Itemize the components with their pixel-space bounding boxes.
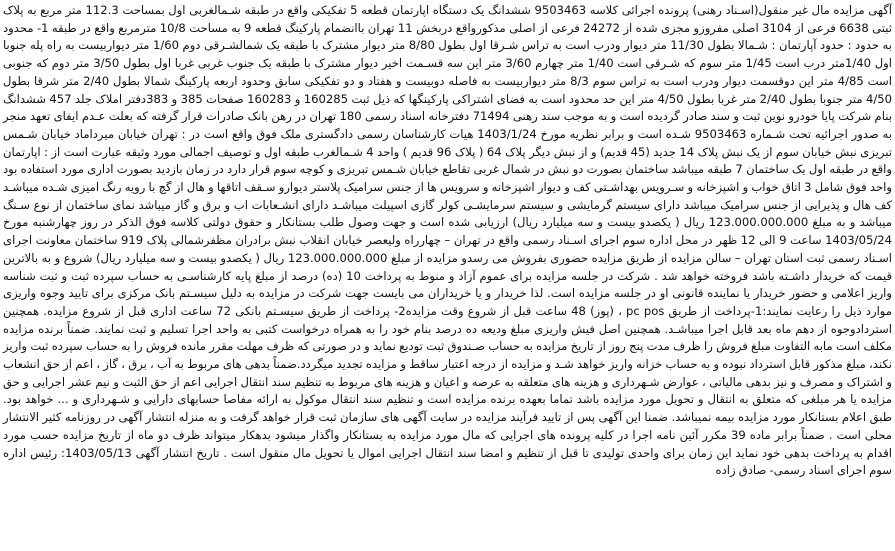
auction-notice-text: آگهی مزایده مال غیر منقول(اسـناد رهنی) پرونده اجرائی کلاسه 9503463 ششدانگ یک دستگاه اپارتمان قطعه 5 تفکیکی واقع در طبقه شـمالغربی اول بمساحت 112.3 متر مربع به پلاک ثبتی 6638 فرعی از 3104 اصلی مفروزو مجزی شده از 24272 فرعی از اصلی مذکورواقع دربخش 11 تهران باانضمام پارکینگ قطعه 9 به مساحت 10/8 مترمربع واقع در طبقه 1- محدود به حدود : حدود آپارتمان : شـمالا بطول 11/30 متر دیوار ودرب است به تراس شـرقا اول بطول 8/80 متر دیوار مشترک با طبقه یک شمالشـرقی دوم 1/60 متر دیواربیست به راه پله جنوبا اول 1/40متر درب است 1/45 متر سوم که شـرقی است 1/40 متر چهارم 3/60 متر این سه قسـمت اخیر دیوار مشترک با طبقه یک جنوب غربی غربا اول بطول 3/50 متر دوم که جنوبی است 4/85 متر این دوقسمت دیوار ودرب است به تراس سوم 8/3 متر دیواربیست به فاصله دوبیست و هفتاد و دو تفکیکی سابق وحدود اربعه پارکینگ شمالا بطول 2/40 متر شرقا بطول 4/50 متر جنوبا بطول 2/40 متر غربا بطول 4/50 متر این حد محدود است به فضای اشتراکی پارکینگها که ذیل ثبت 160285 و 160283 صفحات 385 و 383دفتر املاک جلد 457 ششدانگ بنام شرکت پایا خودرو نوین ثبت و سند صادر گردیده است و به موجب سند رهنی 71494 دفترخانه اسناد رسمی 180 تهران در رهن بانک صادرات قرار گرفته که بعلت عـدم ایفای تعهد منجر به صدور اجرائیه تحت شـماره 9503463 شـده است و برابر نظریه مورخ 1403/1/24 هیات کارشناسان رسمی دادگستری ملک فوق واقع است در : تهران خیابان میرداماد خیابان شـمس تبریزی نبش خیابان سوم از یک نبش پلاک 14 جدید (45 قدیم) و از نبش دیگر پلاک 64 ( پلاک 96 قدیم ) واحد 4 شـمالغرب طبقه اول و توصیف اجمالی مورد وثیقه عبارت است از : اپارتمان واقع در طبقه اول یک ساختمان 7 طبقه میباشد ساختمان بصورت دو نبش در شمال غربی تقاطع خیابان شـمس تبریزی و کوچه سوم قرار دارد در زمان بازدید بصورت اداری مورد استفاده بود واحد فوق شامل 3 اتاق خواب و اشپزخانه و سـرویس بهداشـتی کف و دیوار اشپزخانه و سرویس ها از جنس سرامیک پلاستر دیوارو سـقف اتاقها و هال از گچ با رویه رنگ امیزی شـده میباشـد کف هال و پذیرایی از جنس سرامیک میباشد دارای سیستم گرمایشی و سیستم سرمایشـی کولر گازی اسپیلت میباشـد دارای انشـعابات اب و برق و گاز میباشد نمای ساختمان از نوع سـنگ میباشد و به مبلغ 123.000.000.000 ریال ( یکصدو بیست و سه میلیارد ریال) ارزیابی شده است و جهت وصول طلب بستانکار و حقوق دولتی کلاسه فوق الذکر در روز چهارشنبه مورخ 1403/05/24 ساعت 9 الی 12 ظهر در محل اداره سوم اجرای اسـناد رسمی واقع در تهران – چهارراه ولیعصر خیابان انقلاب نبش برادران مظفرشمالی پلاک 919 ساختمان معاونت اجرای اسـناد رسمی ثبت استان تهران – سالن مزایده از طریق مزایده حضوری بفروش می رسدو مزایده از مبلغ 123.000.000.000 ریال ( یکصدو بیست و سه میلیارد ریال) شروع و به بالاترین قیمت که خریدار داشـته باشد فروخته خواهد شد . شرکت در جلسه مزایده برای عموم آزاد و منوط به پرداخت 10 (ده) درصد از مبلغ پایه کارشناسـی به حساب سپرده ثبت و ثبت شناسه واریز اعلامی و حضور خریدار یا نماینده قانونی او در جلسه مزایده است. لذا خریدار و یا خریداران می بایست جهت شرکت در مزایده به دلیل سیسـتم بانک مرکزی برای تایید وجوه واریزی موارد ذیل را رعایت نمایند:1-پرداخت از طریق pc pos ، (پوز) 48 ساعت قبل از شروع وقت مزایده2- پرداخت از طریق سیسـتم بانکی 72 ساعت اداری قبل از شروع مزایده. همچنین استردادوجوه از دهم ماه بعد قابل اجرا میباشـد. همچنین اصل فیش واریزی مبلغ ودیعه ده درصد بنام خود را به همراه درخواست کتبی به واحد اجرا تسلیم و ثبت نمایند. ضمناً برنده مزایده مکلف است مابه التفاوت مبلغ فروش را ظرف مدت پنج روز از تاریخ مزایده به حساب صـندوق ثبت تودیع نماید و در صورتی که ظرف مهلت مقرر مانده فروش را به حساب سپرده ثبت واریز نکند، مبلغ مذکور قابل استرداد نبوده و به حساب خزانه واریز خواهد شـد و مزایده از درجه اعتبار ساقط و مزایده تجدید میگردد.ضمناً بدهی های مربوط به آب ، برق ، گاز ، اعم از حق انشعاب و اشتراک و مصرف و نیز بدهی مالیاتی ، عوارض شـهرداری و هزینه های متعلقه به عرصه و اعیان و هزینه های مربوط به تنظیم سند انتقال اجرایی اعم از حق الثبت و نیم عشر اجرایی و حق مزایده یا هر مبلغی که متعلق به انتقال و تحویل مورد مزایده باشد تماما بعهده برنده مزایده است و تنظیم سند انتقال موکول به ارائه مفاصا حسابهای دارایی و شـهرداری و ... خواهد بود. طبق اعلام بستانکار مورد مزایده بیمه نمیباشد. ضمنا این آگهی پس از تایید فرآیند مزایده در سایت آگهی های سازمان ثبت قرار خواهد گرفت و به منزله انتشار آگهی در روزنامه کثیر الانتشار محلی است . ضمناً برابر ماده 39 مکرر آئین نامه اجرا در کلیه پرونده های اجرایی که مال مورد مزایده به بستانکار واگذار میشود بدهکار میتواند ظرف دو ماه از تاریخ مزایده حسب مورد اقدام به پرداخت بدهی خود نماید این زمان برای واحدی تولیدی تا قبل از تنظیم و امضا سند انتقال اجرایی اموال یا تحویل مال منقول است . تاریخ انتشار آگهی 1403/05/13: رئیس اداره سوم اجرای اسناد رسمی- صادق زاده xyxy=(3,3,892,478)
